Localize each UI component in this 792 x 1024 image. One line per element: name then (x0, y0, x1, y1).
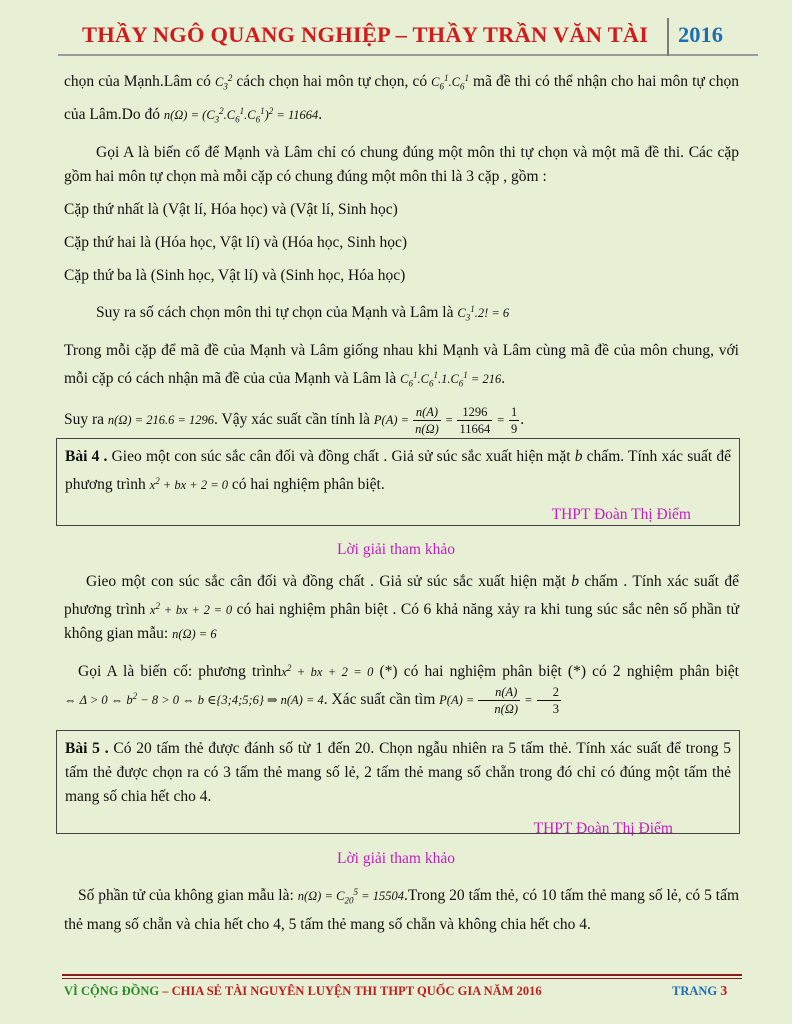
solution-4-paragraph-2: Gọi A là biến cố: phương trìnhx$^2$ + bx + 2 = 0 (*) có hai nghiệm phân biệt (*) có 2 nghiệm phân biệt ⇔ Δ > 0 ⇔ $b^2 - 8 > 0$ ⇔ b ∈{3;4;5;6} ⇒ n(A) = 4. Xác suất cần tìm P(A) = $\frac{n(A)}{n(\Omega)}$ = $\frac{2}{3}$ (64, 663, 739, 717)
fraction-2-3: $\frac{2}{3}$ (537, 684, 561, 717)
solution-4 (64, 570, 739, 717)
paragraph-2: Gọi A là biến cố để Mạnh và Lâm chỉ có chung đúng một môn thi tự chọn và một mã đề thi. Các cặp gồm hai môn tự chọn mà mỗi cặp có chung đúng một môn thi là 3 cặp , gồm : (64, 144, 739, 186)
pair-3: Cặp thứ ba là (Sinh học, Vật lí) và (Sinh học, Hóa học) (64, 267, 406, 285)
solution-heading-5: Lời giải tham khảo (337, 850, 455, 867)
paragraph-1: chọn của Mạnh.Lâm có $C_3^2$ cách chọn hai môn tự chọn, có $C_6^1.C_6^1$ mã đề thi có thể nhận cho hai môn tự chọn của Lâm.Do đó $n(\Omega) = (C_3^2.C_6^1.C_6^1)^2 = 11664$. (64, 73, 739, 125)
footer-left: VÌ CỘNG ĐỒNG – CHIA SẺ TÀI NGUYÊN LUYỆN THI THPT QUỐC GIA NĂM 2016 (64, 984, 542, 998)
math-n-omega: $n(\Omega) = (C_3^2.C_6^1.C_6^1)^2 = 11664$ (163, 105, 319, 125)
pair-1: Cặp thứ nhất là (Vật lí, Hóa học) và (Vật lí, Sinh học) (64, 201, 398, 219)
solution-5-paragraph: Số phần tử của không gian mẫu là: $n(\Omega) = C_{20}^5$ = 15504.Trong 20 tấm thẻ, có 10 tấm thẻ mang số lẻ, có 5 tấm thẻ mang số chẵn và chia hết cho 4, 5 tấm thẻ mang số chẵn và không chia hết cho 4. (64, 887, 740, 933)
pair-2: Cặp thứ hai là (Hóa học, Vật lí) và (Hóa học, Sinh học) (64, 234, 407, 252)
page-number: 3 (720, 984, 728, 999)
math-216: $C_6^1.C_6^1.1.C_6^1 = 216$ (400, 369, 502, 389)
math-n-a: n(Ω) = 216.6 = 1296 (107, 412, 215, 427)
fraction-1296-11664: $\frac{1296}{11664}$ (459, 404, 491, 436)
fraction-1-9: $\frac{1}{9}$ (510, 404, 518, 436)
problem-4-text: Bài 4 . Gieo một con súc sắc cân đối và đồng chất . Giả sử súc sắc xuất hiện mặt b chấm. Tính xác suất để phương trình $x^2$ + bx + 2 = 0 có hai nghiệm phân biệt. (65, 448, 732, 494)
solution-heading-4: Lời giải tham khảo (337, 541, 455, 558)
math-equation-4b: $x^2$ + bx + 2 = 0 (149, 601, 233, 618)
math-n-omega-6: n(Ω) = 6 (172, 627, 217, 642)
math-c20-5: $n(\Omega) = C_{20}^5 = 15504$ (297, 887, 405, 906)
problem-4-source: THPT Đoàn Thị Điểm (551, 506, 691, 524)
header-title: THẦY NGÔ QUANG NGHIỆP – THẦY TRẦN VĂN TÀI (82, 22, 649, 47)
paragraph-3: Suy ra số cách chọn môn thi tự chọn của Mạnh và Lâm là $C_3^1.2$! = 6 (96, 304, 510, 323)
page-header (58, 18, 758, 56)
footer-rule-bottom (62, 978, 742, 979)
math-c32: $C_3^2$ (214, 73, 233, 92)
problem-4-box (56, 438, 740, 526)
solution-5 (64, 880, 739, 937)
content-top (64, 66, 739, 437)
problem-5-text: Bài 5 . Có 20 tấm thẻ được đánh số từ 1 đến 20. Chọn ngẫu nhiên ra 5 tấm thẻ. Tính xác suất để trong 5 tấm thẻ được chọn ra có 3 tấm thẻ mang số lẻ, 2 tấm thẻ mang số chẵn trong đó chỉ có đúng một tấm thẻ mang số chia hết cho 4. (65, 740, 732, 805)
math-p-a-4: P(A) = (439, 693, 478, 708)
footer-rule-top (62, 974, 742, 976)
math-c31-2fact: $C_3^1.2$! = 6 (457, 304, 510, 323)
problem-5-box (56, 730, 740, 837)
footer-page: TRANG 3 (672, 984, 728, 999)
header-separator (667, 18, 669, 56)
fraction-na-nomega: $\frac{n(A)}{n(\Omega)}$ (415, 404, 439, 436)
math-p-a: P(A) = (373, 412, 413, 427)
math-c61c61: $C_6^1.C_6^1$ (431, 73, 469, 92)
paragraph-5: Suy ra n(Ω) = 216.6 = 1296. Vậy xác suất cần tính là P(A) = $\frac{n(A)}{n(\Omega)}$ = $\frac{1296}{11664}$ = $\frac{1}{9}$ . (64, 404, 525, 436)
header-year: 2016 (678, 22, 723, 47)
paragraph-4: Trong mỗi cặp để mã đề của Mạnh và Lâm giống nhau khi Mạnh và Lâm cùng mã đề của môn chung, với mỗi cặp có cách nhận mã đề của của Mạnh và Lâm là $C_6^1.C_6^1.1.C_6^1 = 216$. (64, 341, 739, 389)
problem-5-source: THPT Đoàn Thị Điểm (533, 820, 673, 837)
math-equation-4c: $x^2$ + bx + 2 = 0 (281, 663, 374, 680)
math-equation-4: $x^2$ + bx + 2 = 0 (149, 476, 229, 493)
solution-4-paragraph-1: Gieo một con súc sắc cân đối và đồng chất . Giả sử súc sắc xuất hiện mặt b chấm . Tính xác suất để phương trình $x^2$ + bx + 2 = 0 có hai nghiệm phân biệt . Có 6 khả năng xảy ra khi tung súc sắc nên số phần tử không gian mẫu: n(Ω) = 6 (64, 573, 740, 643)
math-delta-condition: ⇔ Δ > 0 ⇔ $b^2 - 8 > 0$ ⇔ b ∈{3;4;5;6} ⇒ n(A) = 4 (64, 691, 324, 708)
